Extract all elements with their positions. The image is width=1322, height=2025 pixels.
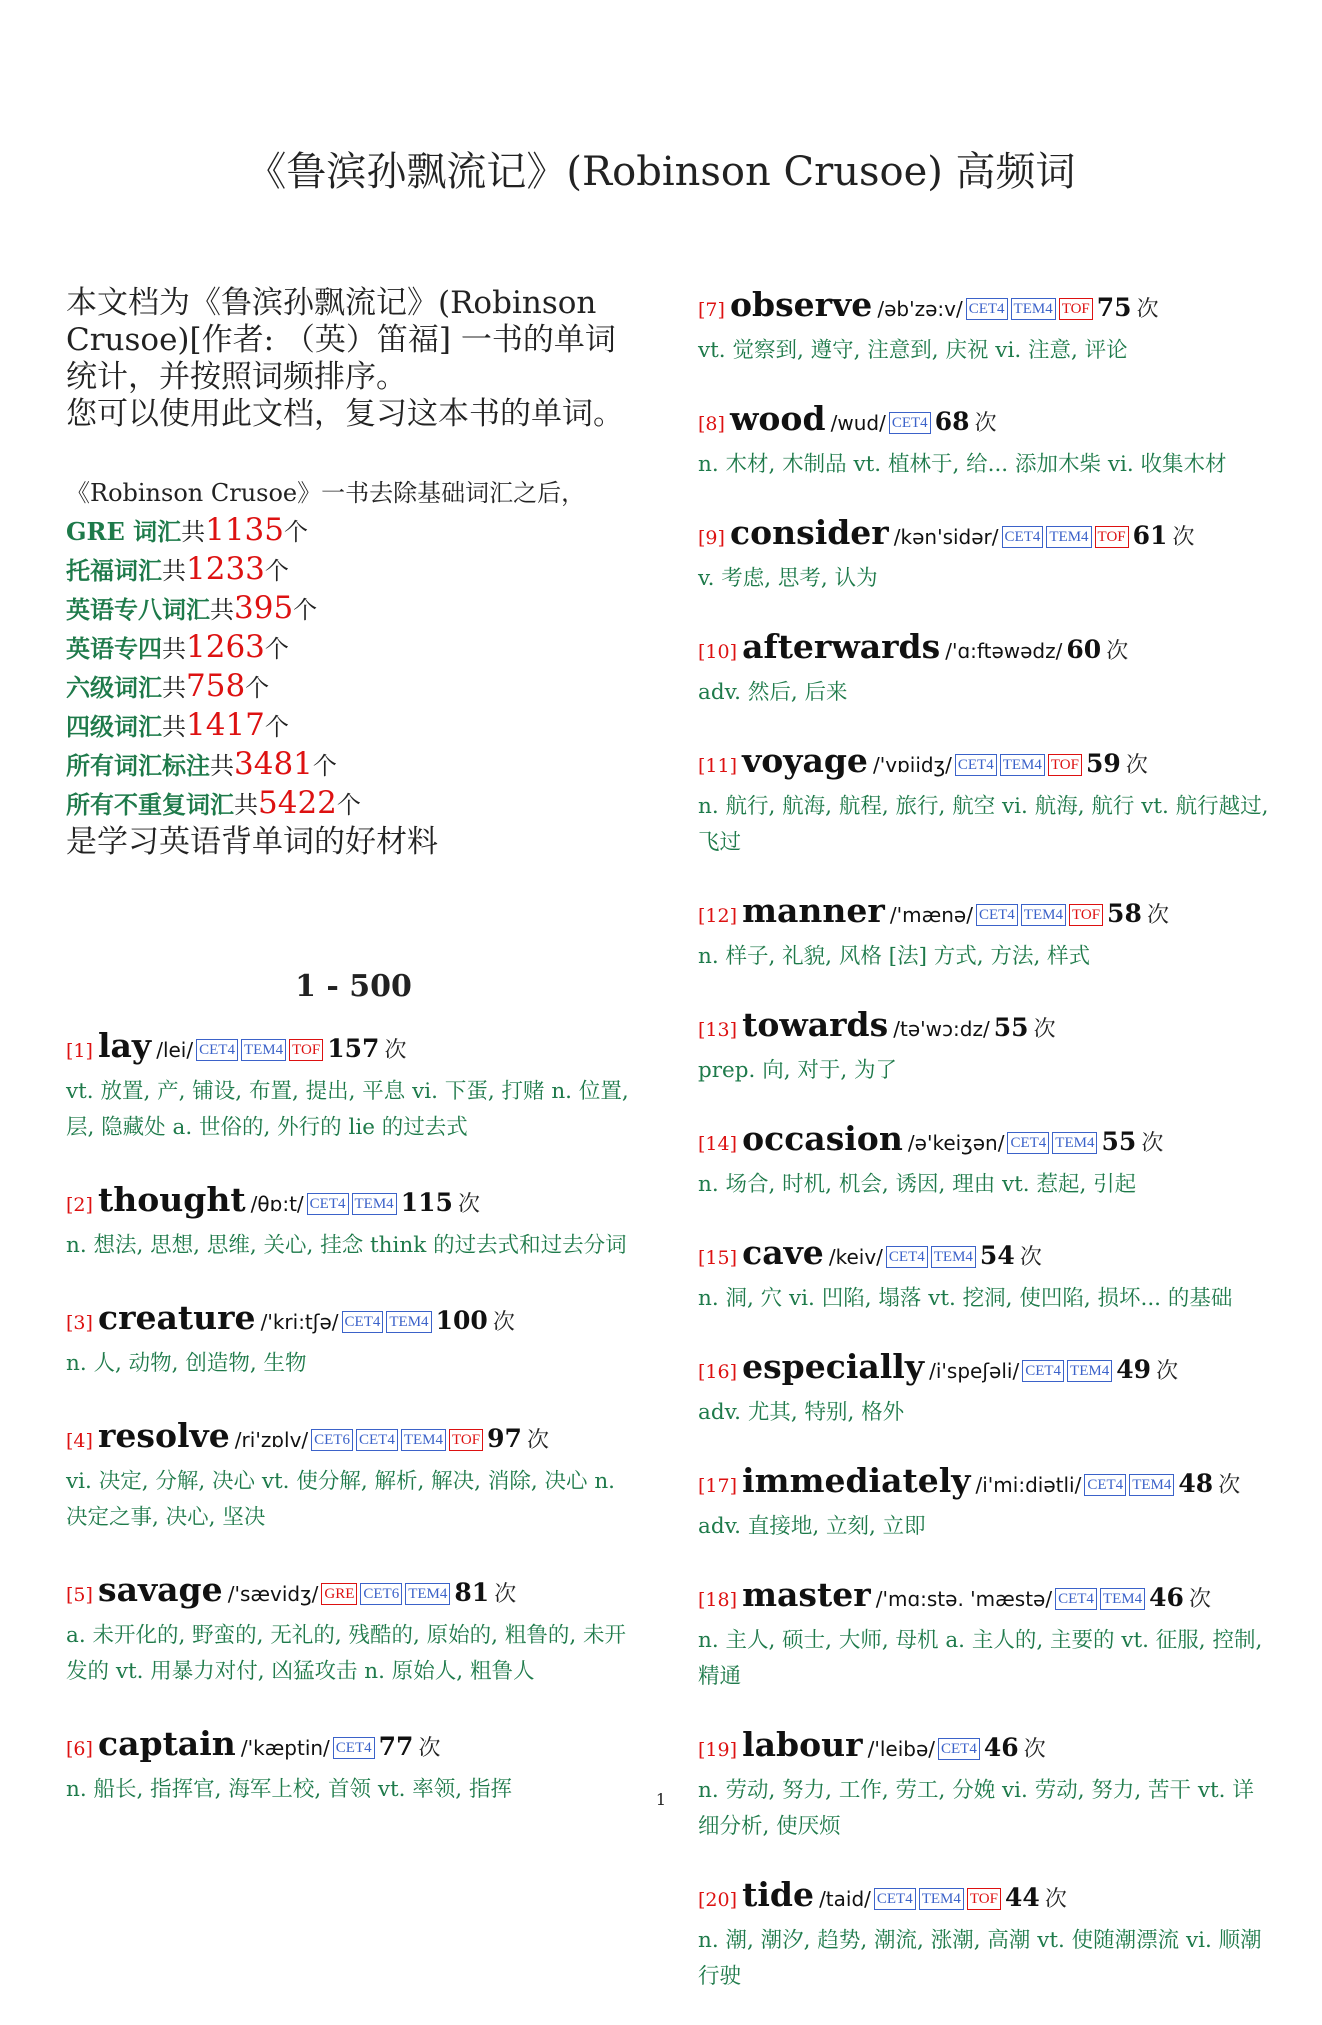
entry-index: [9] — [698, 527, 725, 549]
entry-frequency: 97 — [487, 1424, 522, 1453]
frequency-unit: 次 — [1141, 1131, 1164, 1156]
frequency-unit: 次 — [1023, 1737, 1046, 1762]
stat-count: 1417 — [186, 707, 265, 743]
entry-definition: vt. 觉察到, 遵守, 注意到, 庆祝 vi. 注意, 评论 — [698, 338, 1128, 363]
entry-word: wood — [730, 399, 826, 438]
entry-index: [2] — [66, 1194, 93, 1216]
word-entry — [66, 1180, 641, 1264]
entry-phonetic: /əb'zə:v/ — [877, 297, 963, 321]
entry-header — [698, 1875, 1273, 1921]
frequency-unit: 次 — [494, 1582, 517, 1607]
level-badge: CET4 — [889, 412, 931, 434]
entry-frequency: 55 — [993, 1013, 1029, 1042]
entry-word: labour — [742, 1725, 863, 1764]
entry-index: [11] — [698, 755, 738, 777]
word-entry — [66, 1298, 641, 1382]
entry-frequency: 46 — [1149, 1583, 1184, 1612]
entry-frequency: 60 — [1066, 635, 1102, 664]
level-badge: CET4 — [874, 1888, 916, 1910]
intro-line-2: 您可以使用此文档，复习这本书的单词。 — [66, 396, 624, 432]
entry-header — [698, 1575, 1273, 1621]
stat-gong: 共 — [210, 752, 234, 780]
entry-index: [16] — [698, 1361, 738, 1383]
entry-index: [1] — [66, 1040, 93, 1062]
entry-frequency: 75 — [1096, 293, 1132, 322]
stat-row — [66, 668, 641, 707]
entry-definition: adv. 直接地, 立刻, 立即 — [698, 1514, 926, 1539]
entry-definition: adv. 尤其, 特别, 格外 — [698, 1400, 905, 1425]
entry-frequency: 58 — [1107, 899, 1142, 928]
frequency-unit: 次 — [974, 411, 997, 436]
stat-count: 395 — [234, 590, 294, 626]
stat-row — [66, 629, 641, 668]
entry-definition: vi. 决定, 分解, 决心 vt. 使分解, 解析, 解决, 消除, 决心 n. 决定之事, 决心, 坚决 — [66, 1469, 616, 1530]
left-column — [66, 285, 641, 1842]
entry-header — [698, 399, 1273, 445]
entry-frequency: 157 — [327, 1034, 380, 1063]
stat-unit: 个 — [264, 713, 289, 741]
entry-definition: prep. 向, 对于, 为了 — [698, 1058, 898, 1083]
stat-gong: 共 — [162, 557, 186, 585]
entry-definition: n. 洞, 穴 vi. 凹陷, 塌落 vt. 挖洞, 使凹陷, 损坏... 的基础 — [698, 1286, 1233, 1311]
entry-header — [66, 1416, 641, 1462]
level-badge: TEM4 — [919, 1888, 964, 1910]
word-entry — [698, 285, 1273, 369]
entry-word: immediately — [742, 1461, 971, 1500]
level-badge: CET4 — [886, 1246, 928, 1268]
stat-gong: 共 — [181, 518, 206, 546]
word-list-right — [698, 285, 1273, 1995]
stat-label: 英语专四 — [66, 634, 162, 663]
page-title: 《鲁滨孙飘流记》(Robinson Crusoe) 高频词 — [246, 149, 1076, 195]
word-entry — [698, 1461, 1273, 1545]
level-badge: CET4 — [955, 754, 997, 776]
entry-frequency: 115 — [400, 1188, 453, 1217]
entry-header — [698, 1461, 1273, 1507]
stat-row — [66, 590, 641, 629]
stat-label: 所有词汇标注 — [66, 751, 210, 780]
intro-line-1: 本文档为《鲁滨孙飘流记》(Robinson Crusoe)[作者: （英）笛福] 一书的单词统计，并按照词频排序。 — [66, 285, 616, 395]
level-badge: CET4 — [976, 904, 1018, 926]
entry-phonetic: /'kri:tʃə/ — [260, 1310, 339, 1334]
page-number: 1 — [655, 1790, 667, 1809]
stat-unit: 个 — [293, 596, 318, 624]
entry-definition: n. 潮, 潮汐, 趋势, 潮流, 涨潮, 高潮 vt. 使随潮漂流 vi. 顺潮行驶 — [698, 1928, 1262, 1989]
entry-word: master — [742, 1575, 871, 1614]
frequency-unit: 次 — [1218, 1473, 1241, 1498]
word-entry — [698, 1233, 1273, 1317]
entry-index: [7] — [698, 299, 725, 321]
entry-word: thought — [98, 1180, 246, 1219]
entry-frequency: 81 — [454, 1578, 490, 1607]
stat-count: 1263 — [186, 629, 265, 665]
stat-unit: 个 — [312, 752, 337, 780]
frequency-unit: 次 — [1136, 297, 1159, 322]
right-column — [698, 285, 1273, 2025]
entry-phonetic: /i'mi:diətli/ — [975, 1473, 1082, 1497]
level-badge: TEM4 — [352, 1193, 397, 1215]
level-badge: TEM4 — [386, 1311, 431, 1333]
entry-definition: n. 船长, 指挥官, 海军上校, 首领 vt. 率领, 指挥 — [66, 1777, 512, 1802]
entry-header — [698, 285, 1273, 331]
word-entry — [698, 891, 1273, 975]
entry-frequency: 59 — [1085, 749, 1121, 778]
stat-label: 所有不重复词汇 — [66, 790, 234, 819]
stat-gong: 共 — [162, 674, 186, 702]
word-entry — [66, 1416, 641, 1536]
entry-index: [10] — [698, 641, 738, 663]
frequency-unit: 次 — [492, 1310, 515, 1335]
level-badge: TOF — [1059, 298, 1093, 320]
entry-phonetic: /'mænə/ — [889, 903, 973, 927]
level-badge: TOF — [449, 1429, 483, 1451]
entry-word: creature — [98, 1298, 256, 1337]
entry-index: [13] — [698, 1019, 738, 1041]
stats-closing: 是学习英语背单词的好材料 — [66, 824, 438, 860]
entry-phonetic: /keiv/ — [828, 1245, 883, 1269]
stat-count: 5422 — [258, 785, 337, 821]
entry-word: resolve — [98, 1416, 230, 1455]
frequency-unit: 次 — [1044, 1887, 1067, 1912]
stat-gong: 共 — [234, 791, 258, 819]
level-badge: GRE — [321, 1583, 357, 1605]
stat-label: 六级词汇 — [66, 673, 162, 702]
entry-phonetic: /'kæptin/ — [240, 1736, 330, 1760]
level-badge: CET4 — [1002, 526, 1044, 548]
entry-phonetic: /taid/ — [819, 1887, 871, 1911]
stat-gong: 共 — [162, 713, 186, 741]
level-badge: TEM4 — [1000, 754, 1045, 776]
level-badge: TEM4 — [241, 1039, 286, 1061]
stat-count: 3481 — [234, 746, 313, 782]
entry-definition: n. 主人, 硕士, 大师, 母机 a. 主人的, 主要的 vt. 征服, 控制, 精通 — [698, 1628, 1263, 1689]
level-badge: TEM4 — [1129, 1474, 1174, 1496]
entry-index: [15] — [698, 1247, 738, 1269]
level-badge: TEM4 — [1067, 1360, 1112, 1382]
entry-definition: adv. 然后, 后来 — [698, 680, 848, 705]
stat-unit: 个 — [264, 635, 289, 663]
word-entry — [698, 627, 1273, 711]
entry-index: [17] — [698, 1475, 738, 1497]
stat-count: 1135 — [205, 512, 284, 548]
entry-phonetic: /lei/ — [156, 1038, 194, 1062]
entry-word: manner — [742, 891, 885, 930]
level-badge: TEM4 — [401, 1429, 446, 1451]
word-entry — [66, 1026, 641, 1146]
entry-phonetic: /'ɑ:ftəwədz/ — [945, 639, 1063, 663]
frequency-unit: 次 — [1019, 1245, 1042, 1270]
entry-phonetic: /i'speʃəli/ — [929, 1359, 1020, 1383]
entry-definition: a. 未开化的, 野蛮的, 无礼的, 残酷的, 原始的, 粗鲁的, 未开发的 vt. 用暴力对付, 凶猛攻击 n. 原始人, 粗鲁人 — [66, 1623, 626, 1684]
entry-header — [698, 741, 1273, 787]
entry-phonetic: /'sævidʒ/ — [227, 1582, 319, 1606]
level-badge: CET6 — [311, 1429, 353, 1451]
entry-definition: vt. 放置, 产, 铺设, 布置, 提出, 平息 vi. 下蛋, 打赌 n. 位置, 层, 隐藏处 a. 世俗的, 外行的 lie 的过去式 — [66, 1079, 629, 1140]
level-badge: TEM4 — [1046, 526, 1091, 548]
level-badge: TEM4 — [1021, 904, 1066, 926]
level-badge: CET4 — [342, 1311, 384, 1333]
entry-index: [3] — [66, 1312, 93, 1334]
entry-header — [66, 1570, 641, 1616]
frequency-unit: 次 — [1106, 639, 1129, 664]
entry-phonetic: /tə'wɔ:dz/ — [893, 1017, 990, 1041]
entry-header — [698, 1233, 1273, 1279]
entry-definition: n. 样子, 礼貌, 风格 [法] 方式, 方法, 样式 — [698, 944, 1091, 969]
level-badge: CET4 — [966, 298, 1008, 320]
entry-frequency: 46 — [983, 1733, 1019, 1762]
entry-frequency: 44 — [1004, 1883, 1040, 1912]
level-badge: TEM4 — [931, 1246, 976, 1268]
range-heading: 1 - 500 — [295, 969, 412, 1004]
entry-definition: v. 考虑, 思考, 认为 — [698, 566, 878, 591]
stats-list — [66, 512, 641, 824]
frequency-unit: 次 — [418, 1736, 441, 1761]
entry-header — [66, 1026, 641, 1072]
word-entry — [698, 1725, 1273, 1845]
stat-unit: 个 — [336, 791, 361, 819]
entry-word: consider — [730, 513, 889, 552]
word-entry — [698, 741, 1273, 861]
level-badge: CET4 — [1007, 1132, 1049, 1154]
intro-paragraph — [66, 285, 641, 433]
entry-phonetic: /'leibə/ — [867, 1737, 935, 1761]
entry-word: lay — [98, 1026, 152, 1065]
level-badge: CET6 — [360, 1583, 402, 1605]
entry-phonetic: /ə'keiʒən/ — [907, 1131, 1005, 1155]
entry-definition: n. 场合, 时机, 机会, 诱因, 理由 vt. 惹起, 引起 — [698, 1172, 1137, 1197]
stat-unit: 个 — [245, 674, 270, 702]
entry-definition: n. 人, 动物, 创造物, 生物 — [66, 1351, 307, 1376]
frequency-unit: 次 — [1033, 1017, 1056, 1042]
entry-index: [14] — [698, 1133, 738, 1155]
entry-phonetic: /wud/ — [830, 411, 886, 435]
level-badge: CET4 — [333, 1737, 375, 1759]
entry-index: [8] — [698, 413, 725, 435]
stat-row — [66, 746, 641, 785]
stat-count: 758 — [186, 668, 246, 704]
word-entry — [66, 1570, 641, 1690]
frequency-unit: 次 — [457, 1192, 480, 1217]
level-badge: CET4 — [1055, 1588, 1097, 1610]
word-entry — [698, 1119, 1273, 1203]
entry-header — [698, 1005, 1273, 1051]
stats-lead: 《Robinson Crusoe》一书去除基础词汇之后， — [66, 479, 586, 507]
frequency-unit: 次 — [384, 1038, 407, 1063]
frequency-unit: 次 — [1146, 903, 1169, 928]
entry-index: [19] — [698, 1739, 738, 1761]
level-badge: TEM4 — [1100, 1588, 1145, 1610]
entry-header — [698, 891, 1273, 937]
entry-frequency: 61 — [1132, 521, 1168, 550]
level-badge: CET4 — [938, 1738, 980, 1760]
frequency-unit: 次 — [1172, 525, 1195, 550]
level-badge: CET4 — [356, 1429, 398, 1451]
entry-frequency: 54 — [979, 1241, 1015, 1270]
entry-phonetic: /ri'zɒlv/ — [234, 1428, 309, 1452]
word-entry — [698, 1005, 1273, 1089]
entry-phonetic: /'vɒiidʒ/ — [873, 753, 952, 777]
entry-header — [66, 1724, 641, 1770]
stat-gong: 共 — [162, 635, 186, 663]
level-badge: TOF — [1069, 904, 1103, 926]
entry-definition: n. 航行, 航海, 航程, 旅行, 航空 vi. 航海, 航行 vt. 航行越过, 飞过 — [698, 794, 1269, 855]
entry-index: [5] — [66, 1584, 93, 1606]
stat-row — [66, 512, 641, 551]
entry-word: occasion — [742, 1119, 903, 1158]
stat-label: GRE 词汇 — [66, 517, 182, 546]
word-entry — [698, 1875, 1273, 1995]
stat-unit: 个 — [264, 557, 289, 585]
word-list-left — [66, 1026, 641, 1808]
entry-index: [6] — [66, 1738, 93, 1760]
entry-index: [12] — [698, 905, 738, 927]
stat-count: 1233 — [186, 551, 265, 587]
entry-frequency: 68 — [934, 407, 970, 436]
level-badge: TOF — [289, 1039, 323, 1061]
stat-row — [66, 551, 641, 590]
frequency-unit: 次 — [1125, 753, 1148, 778]
frequency-unit: 次 — [1156, 1359, 1179, 1384]
level-badge: TOF — [1048, 754, 1082, 776]
level-badge: CET4 — [1084, 1474, 1126, 1496]
entry-phonetic: /θɒ:t/ — [250, 1192, 304, 1216]
entry-frequency: 48 — [1178, 1469, 1214, 1498]
entry-header — [698, 1119, 1273, 1165]
stat-label: 英语专八词汇 — [66, 595, 210, 624]
word-entry — [698, 1347, 1273, 1431]
word-entry — [698, 399, 1273, 483]
entry-word: tide — [742, 1875, 814, 1914]
frequency-unit: 次 — [526, 1428, 549, 1453]
level-badge: TEM4 — [1011, 298, 1056, 320]
entry-frequency: 77 — [378, 1732, 414, 1761]
level-badge: TEM4 — [405, 1583, 450, 1605]
entry-definition: n. 木材, 木制品 vt. 植林于, 给... 添加木柴 vi. 收集木材 — [698, 452, 1227, 477]
entry-header — [698, 1347, 1273, 1393]
entry-frequency: 49 — [1116, 1355, 1152, 1384]
entry-definition: n. 想法, 思想, 思维, 关心, 挂念 think 的过去式和过去分词 — [66, 1233, 627, 1258]
entry-header — [66, 1180, 641, 1226]
entry-word: savage — [98, 1570, 223, 1609]
entry-index: [20] — [698, 1889, 738, 1911]
level-badge: TOF — [967, 1888, 1001, 1910]
entry-word: afterwards — [742, 627, 941, 666]
entry-definition: n. 劳动, 努力, 工作, 劳工, 分娩 vi. 劳动, 努力, 苦干 vt. 详细分析, 使厌烦 — [698, 1778, 1254, 1839]
entry-phonetic: /'mɑ:stə. 'mæstə/ — [875, 1587, 1053, 1611]
entry-word: especially — [742, 1347, 925, 1386]
level-badge: CET4 — [307, 1193, 349, 1215]
vocabulary-stats — [66, 475, 641, 861]
entry-header — [698, 513, 1273, 559]
level-badge: TOF — [1095, 526, 1129, 548]
entry-header — [698, 1725, 1273, 1771]
stat-label: 托福词汇 — [66, 556, 162, 585]
entry-word: observe — [730, 285, 873, 324]
stat-unit: 个 — [284, 518, 308, 546]
entry-phonetic: /kən'sidər/ — [893, 525, 999, 549]
entry-index: [4] — [66, 1430, 93, 1452]
entry-index: [18] — [698, 1589, 738, 1611]
stat-label: 四级词汇 — [66, 712, 162, 741]
level-badge: TEM4 — [1052, 1132, 1097, 1154]
entry-frequency: 55 — [1101, 1127, 1137, 1156]
word-entry — [698, 1575, 1273, 1695]
entry-word: captain — [98, 1724, 236, 1763]
level-badge: CET4 — [196, 1039, 238, 1061]
frequency-unit: 次 — [1188, 1587, 1211, 1612]
entry-header — [698, 627, 1273, 673]
level-badge: CET4 — [1022, 1360, 1064, 1382]
entry-header — [66, 1298, 641, 1344]
entry-word: cave — [742, 1233, 824, 1272]
entry-word: voyage — [742, 741, 868, 780]
stat-gong: 共 — [210, 596, 234, 624]
entry-frequency: 100 — [435, 1306, 488, 1335]
stat-row — [66, 707, 641, 746]
entry-word: towards — [742, 1005, 889, 1044]
word-entry — [698, 513, 1273, 597]
stat-row — [66, 785, 641, 824]
